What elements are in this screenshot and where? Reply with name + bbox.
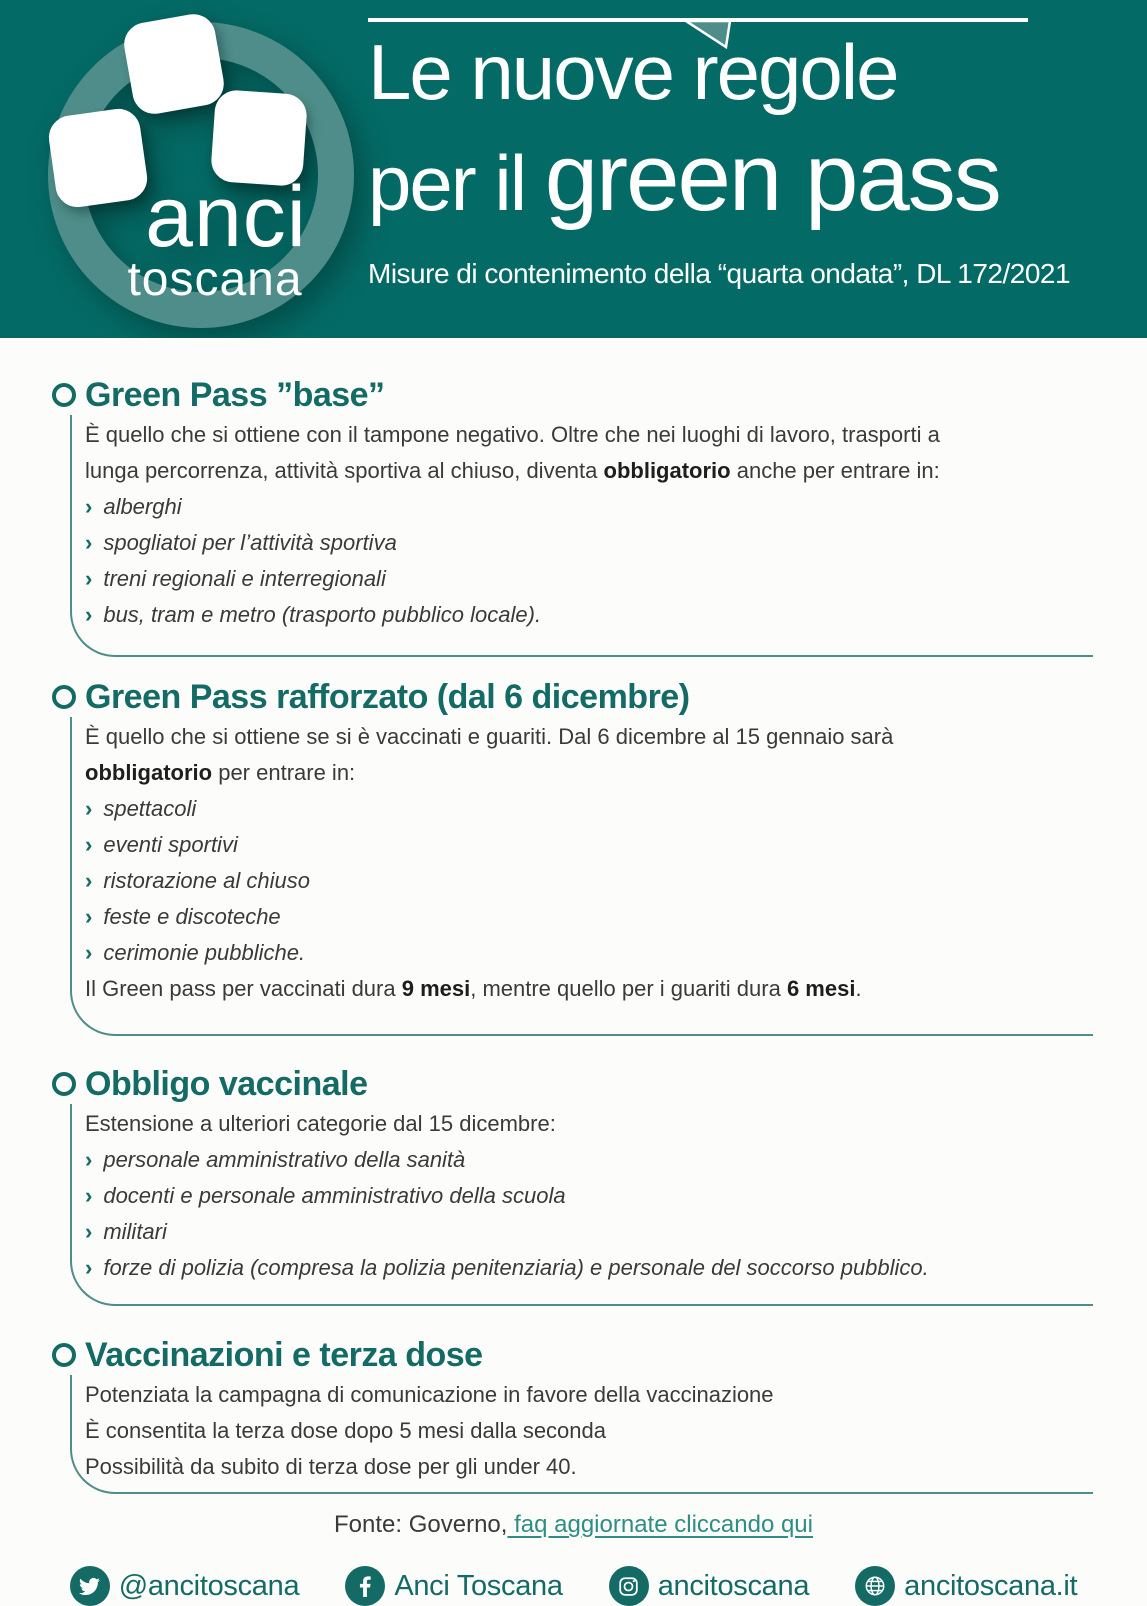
logo-square-top: [121, 11, 228, 118]
section-body: [70, 717, 1093, 1036]
bullet-arrow-icon: ›: [85, 1183, 93, 1208]
social-website[interactable]: [855, 1566, 1077, 1606]
section-body: [70, 415, 1093, 657]
logo-dot: [265, 151, 280, 166]
bullet-item: › docenti e personale amministrativo della scuola: [85, 1183, 566, 1208]
text-line: lunga percorrenza, attività sportiva al chiuso, diventa obbligatorio anche per entrare in:: [85, 458, 940, 483]
twitter-handle: @ancitoscana: [118, 1569, 300, 1602]
page-subtitle: Misure di contenimento della “quarta ondata”, DL 172/2021: [368, 258, 1071, 289]
rule-section: [52, 1335, 1147, 1494]
bullet-item: › personale amministrativo della sanità: [85, 1147, 466, 1172]
faq-link[interactable]: faq aggiornate cliccando qui: [507, 1511, 813, 1538]
title-rule-line: [368, 18, 1028, 22]
bullet-arrow-icon: ›: [85, 530, 93, 555]
bullet-item: › forze di polizia (compresa la polizia penitenziaria) e personale del soccorso pubblico.: [85, 1255, 929, 1280]
bullet-item: › spettacoli: [85, 796, 197, 821]
section-title: Green Pass rafforzato (dal 6 dicembre): [85, 677, 690, 716]
social-instagram[interactable]: [609, 1566, 809, 1606]
bullet-arrow-icon: ›: [85, 832, 93, 857]
bullet-arrow-icon: ›: [85, 940, 93, 965]
source-line: [0, 1510, 1147, 1540]
bullet-arrow-icon: ›: [85, 1147, 93, 1172]
text-line: Possibilità da subito di terza dose per gli under 40.: [85, 1454, 577, 1479]
title-green-pass: green pass: [544, 124, 1000, 231]
header-banner: [0, 0, 1147, 338]
section-title: Obbligo vaccinale: [85, 1064, 368, 1103]
section-bullet-icon: [52, 383, 76, 407]
text-line: È consentita la terza dose dopo 5 mesi dalla seconda: [85, 1418, 606, 1443]
bullet-item: › bus, tram e metro (trasporto pubblico locale).: [85, 602, 542, 627]
section-header: [52, 375, 1147, 415]
bullet-arrow-icon: ›: [85, 494, 93, 519]
instagram-icon: [609, 1566, 649, 1606]
globe-icon: [855, 1566, 895, 1606]
section-header: [52, 1335, 1147, 1375]
logo-word-toscana: toscana: [127, 253, 303, 306]
social-facebook[interactable]: [345, 1566, 562, 1606]
title-block: [368, 18, 1070, 291]
section-header: [52, 1064, 1147, 1104]
facebook-name: Anci Toscana: [394, 1569, 563, 1602]
section-title: Vaccinazioni e terza dose: [85, 1335, 483, 1374]
rule-section: [52, 677, 1147, 1036]
source-prefix: Fonte: Governo,: [334, 1511, 508, 1538]
bullet-arrow-icon: ›: [85, 1219, 93, 1244]
section-body: [70, 1104, 1093, 1306]
facebook-icon: [345, 1566, 385, 1606]
website-url: ancitoscana.it: [904, 1569, 1078, 1602]
section-header: [52, 677, 1147, 717]
bullet-item: › treni regionali e interregionali: [85, 566, 386, 591]
bullet-arrow-icon: ›: [85, 904, 93, 929]
rule-section: [52, 375, 1147, 657]
bullet-arrow-icon: ›: [85, 796, 93, 821]
section-bullet-icon: [52, 1072, 76, 1096]
twitter-icon: [70, 1566, 110, 1606]
text-line: Potenziata la campagna di comunicazione in favore della vaccinazione: [85, 1382, 774, 1407]
text-line: Estensione a ulteriori categorie dal 15 dicembre:: [85, 1111, 556, 1136]
bullet-item: › militari: [85, 1219, 167, 1244]
instagram-handle: ancitoscana: [657, 1569, 810, 1602]
speech-tail-icon: [684, 20, 734, 50]
text-line: obbligatorio per entrare in:: [85, 760, 356, 785]
bullet-arrow-icon: ›: [85, 566, 93, 591]
rule-section: [52, 1064, 1147, 1306]
section-bullet-icon: [52, 685, 76, 709]
bullet-item: › ristorazione al chiuso: [85, 868, 310, 893]
bullet-item: › cerimonie pubbliche.: [85, 940, 306, 965]
text-line: Il Green pass per vaccinati dura 9 mesi, mentre quello per i guariti dura 6 mesi.: [85, 976, 862, 1001]
bullet-arrow-icon: ›: [85, 602, 93, 627]
social-row: [0, 1566, 1147, 1606]
page-title-line1: Le nuove regole: [368, 28, 898, 116]
text-line: È quello che si ottiene se si è vaccinati e guariti. Dal 6 dicembre al 15 gennaio sarà: [85, 724, 894, 749]
logo-word-anci: anci: [145, 169, 307, 265]
sections-container: [0, 375, 1147, 1494]
bullet-item: › feste e discoteche: [85, 904, 281, 929]
bullet-item: › eventi sportivi: [85, 832, 238, 857]
text-line: È quello che si ottiene con il tampone negativo. Oltre che nei luoghi di lavoro, trasporti a: [85, 422, 940, 447]
bullet-item: › alberghi: [85, 494, 182, 519]
bullet-arrow-icon: ›: [85, 868, 93, 893]
section-body: [70, 1375, 1093, 1494]
social-twitter[interactable]: [70, 1566, 300, 1606]
section-bullet-icon: [52, 1343, 76, 1367]
page-title-line2: per il green pass: [368, 124, 1000, 231]
anci-toscana-logo: [40, 6, 362, 338]
bullet-arrow-icon: ›: [85, 1255, 93, 1280]
bullet-item: › spogliatoi per l’attività sportiva: [85, 530, 397, 555]
section-title: Green Pass ”base”: [85, 375, 385, 414]
